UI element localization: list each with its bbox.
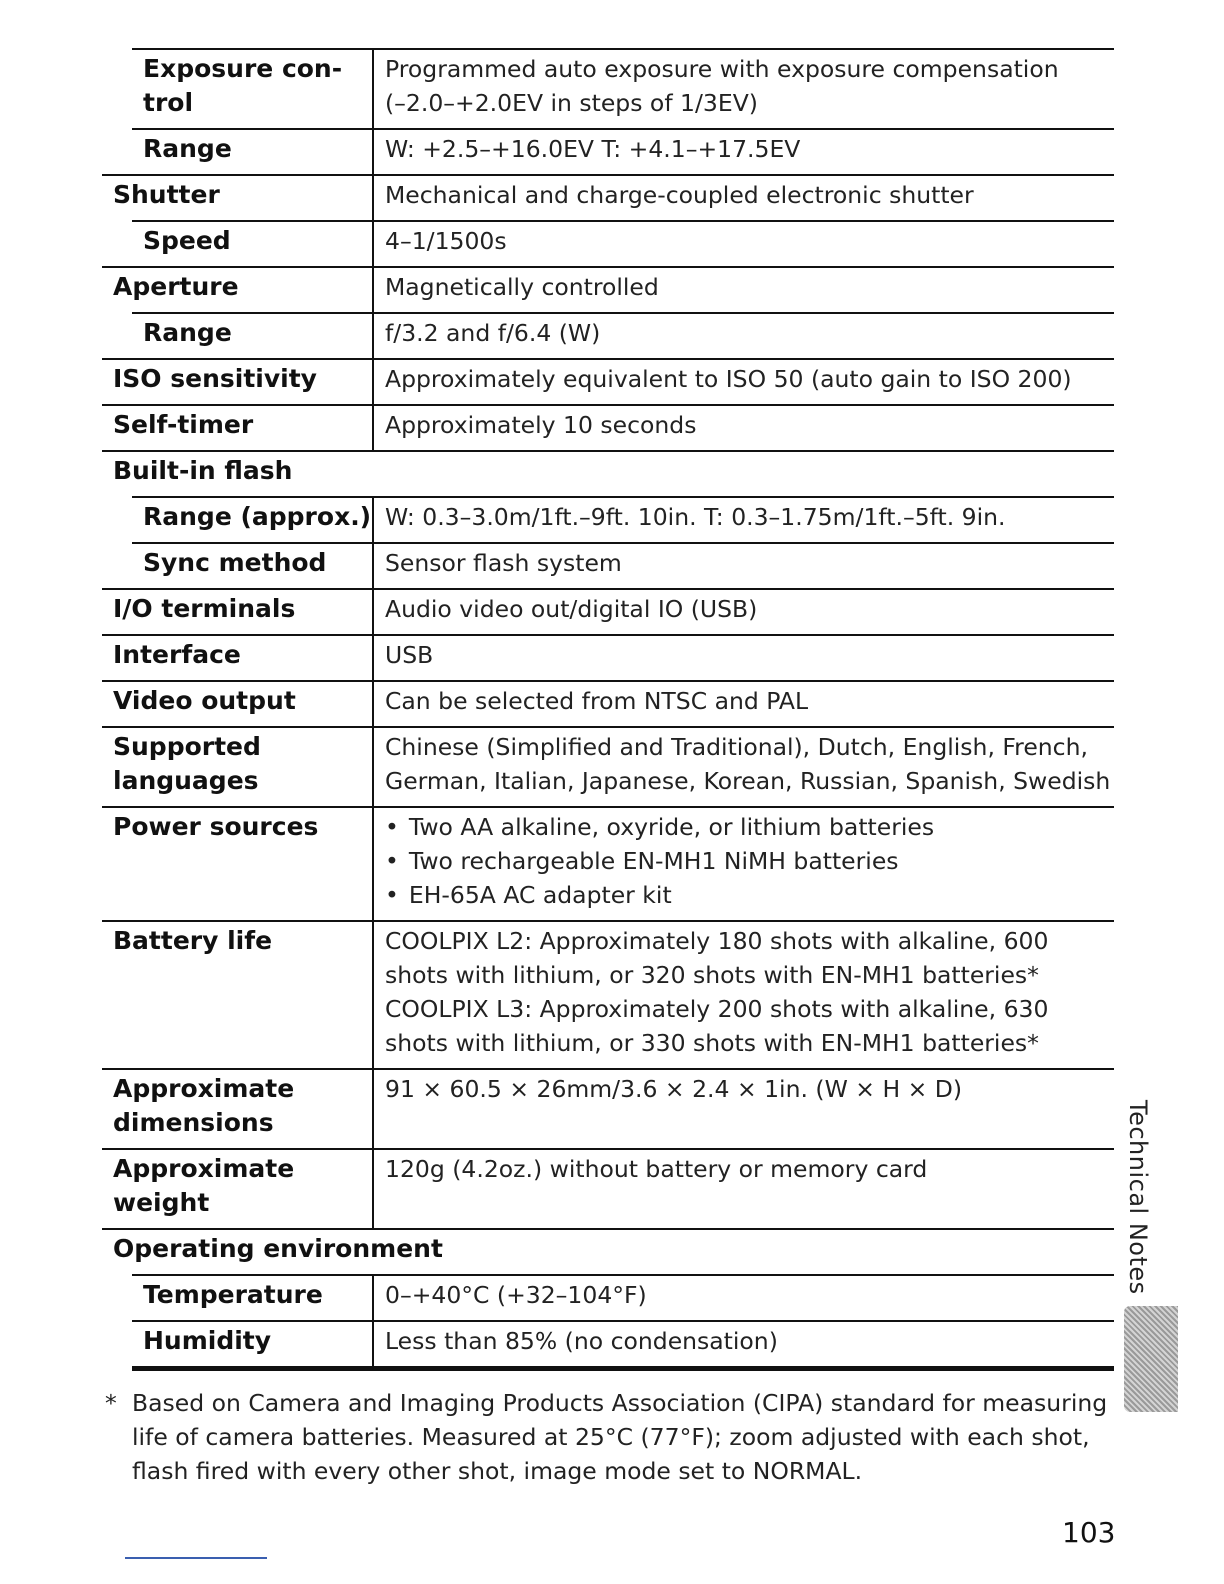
- spec-label: [132, 130, 374, 174]
- spec-value-line: shots with lithium, or 330 shots with EN-MH1 batteries*: [385, 1029, 1039, 1057]
- spec-value-line: COOLPIX L3: Approximately 200 shots with alkaline, 630: [385, 995, 1049, 1023]
- spec-label-line: Operating environment: [113, 1234, 443, 1263]
- spec-row: [102, 358, 1114, 404]
- spec-row: [132, 1274, 1114, 1320]
- spec-label-line: Battery life: [113, 926, 273, 955]
- spec-label: [132, 314, 374, 358]
- spec-label-line: Built-in flash: [113, 456, 293, 485]
- spec-row: [102, 806, 1114, 920]
- spec-value-line: 91 × 60.5 × 26mm/3.6 × 2.4 × 1in. (W × H × D): [385, 1075, 963, 1103]
- footnote: [100, 1386, 1110, 1488]
- spec-label: [102, 268, 374, 312]
- spec-label-line: trol: [143, 88, 194, 117]
- spec-label-line: weight: [113, 1188, 210, 1217]
- spec-value: [374, 314, 1114, 358]
- spec-row: [132, 220, 1114, 266]
- spec-value-line: shots with lithium, or 320 shots with EN-MH1 batteries*: [385, 961, 1039, 989]
- spec-value-line: Chinese (Simplified and Traditional), Dutch, English, French,: [385, 733, 1088, 761]
- spec-value-line: Magnetically controlled: [385, 273, 659, 301]
- spec-value-line: Less than 85% (no condensation): [385, 1327, 778, 1355]
- spec-row: [132, 496, 1114, 542]
- spec-label-line: Approximate: [113, 1154, 295, 1183]
- spec-label: [102, 1150, 374, 1228]
- spec-value: [374, 590, 1114, 634]
- spec-value-line: f/3.2 and f/6.4 (W): [385, 319, 601, 347]
- spec-value: [374, 808, 1114, 920]
- spec-label: [102, 1070, 374, 1148]
- spec-row: [132, 312, 1114, 358]
- spec-row: [102, 1228, 1114, 1274]
- spec-label: [102, 728, 374, 806]
- section-tab-label: Technical Notes: [1124, 1100, 1152, 1295]
- spec-value: [374, 176, 1114, 220]
- spec-label: [102, 360, 374, 404]
- spec-row: [132, 128, 1114, 174]
- spec-value-line: Audio video out/digital IO (USB): [385, 595, 758, 623]
- spec-value-line: Sensor flash system: [385, 549, 622, 577]
- spec-row: [102, 1068, 1114, 1148]
- margin-rule: [125, 1557, 267, 1559]
- spec-value: [374, 1150, 1114, 1228]
- spec-value-line: German, Italian, Japanese, Korean, Russian, Spanish, Swedish: [385, 767, 1111, 795]
- spec-row: [132, 542, 1114, 588]
- spec-value: [374, 130, 1114, 174]
- spec-row: [102, 404, 1114, 450]
- spec-row: [102, 1148, 1114, 1228]
- spec-label: [102, 590, 374, 634]
- spec-value: [374, 544, 1114, 588]
- spec-label-line: Range: [143, 134, 232, 163]
- spec-value-line: Approximately equivalent to ISO 50 (auto gain to ISO 200): [385, 365, 1072, 393]
- spec-value: [374, 1070, 1114, 1148]
- spec-label-line: Speed: [143, 226, 231, 255]
- spec-label-line: I/O terminals: [113, 594, 296, 623]
- spec-label: [132, 222, 374, 266]
- spec-row: [132, 48, 1114, 128]
- spec-value: [374, 728, 1118, 806]
- spec-value: [374, 360, 1114, 404]
- spec-value-line: Programmed auto exposure with exposure compensation: [385, 55, 1059, 83]
- spec-label-line: dimensions: [113, 1108, 274, 1137]
- spec-label-line: Temperature: [143, 1280, 323, 1309]
- spec-value: [374, 268, 1114, 312]
- spec-row: [102, 634, 1114, 680]
- spec-row: [102, 266, 1114, 312]
- spec-label: [132, 1322, 374, 1366]
- spec-label: [102, 1230, 1114, 1274]
- spec-label-line: Exposure con-: [143, 54, 343, 83]
- spec-label-line: Shutter: [113, 180, 220, 209]
- spec-value-line: Mechanical and charge-coupled electronic shutter: [385, 181, 974, 209]
- spec-label: [132, 498, 374, 542]
- spec-row: [132, 1320, 1114, 1371]
- spec-value: [374, 1276, 1114, 1320]
- spec-value: [374, 498, 1114, 542]
- spec-label: [102, 922, 374, 1068]
- spec-value-line: W: +2.5–+16.0EV T: +4.1–+17.5EV: [385, 135, 801, 163]
- spec-value: [374, 922, 1114, 1068]
- spec-label: [102, 808, 374, 920]
- spec-value-line: W: 0.3–3.0m/1ft.–9ft. 10in. T: 0.3–1.75m/1ft.–5ft. 9in.: [385, 503, 1006, 531]
- spec-label: [132, 50, 374, 128]
- spec-value-line: USB: [385, 641, 434, 669]
- spec-value-line: COOLPIX L2: Approximately 180 shots with alkaline, 600: [385, 927, 1049, 955]
- spec-label: [102, 452, 1114, 496]
- spec-label-line: Aperture: [113, 272, 239, 301]
- spec-row: [102, 450, 1114, 496]
- spec-label-line: Approximate: [113, 1074, 295, 1103]
- spec-value-line: • EH-65A AC adapter kit: [385, 878, 1106, 912]
- spec-row: [102, 588, 1114, 634]
- spec-label-line: languages: [113, 766, 259, 795]
- spec-value-line: 0–+40°C (+32–104°F): [385, 1281, 647, 1309]
- spec-row: [102, 680, 1114, 726]
- spec-label-line: Power sources: [113, 812, 319, 841]
- spec-value: [374, 222, 1114, 266]
- spec-value-line: 4–1/1500s: [385, 227, 507, 255]
- spec-label-line: Humidity: [143, 1326, 272, 1355]
- spec-value-line: • Two AA alkaline, oxyride, or lithium batteries: [385, 810, 1106, 844]
- spec-label: [132, 544, 374, 588]
- spec-value: [374, 50, 1114, 128]
- spec-value-line: • Two rechargeable EN-MH1 NiMH batteries: [385, 844, 1106, 878]
- spec-label: [132, 1276, 374, 1320]
- page-number: 103: [1062, 1516, 1116, 1549]
- spec-row: [102, 726, 1114, 806]
- spec-value-line: (–2.0–+2.0EV in steps of 1/3EV): [385, 89, 758, 117]
- spec-row: [102, 920, 1114, 1068]
- spec-value-line: 120g (4.2oz.) without battery or memory card: [385, 1155, 928, 1183]
- spec-label: [102, 176, 374, 220]
- spec-row: [102, 174, 1114, 220]
- spec-label-line: Video output: [113, 686, 296, 715]
- footnote-line: life of camera batteries. Measured at 25°C (77°F); zoom adjusted with each shot,: [132, 1423, 1090, 1451]
- spec-value-line: Can be selected from NTSC and PAL: [385, 687, 809, 715]
- section-tab-marker: [1124, 1306, 1178, 1412]
- spec-table: [102, 48, 1114, 1371]
- spec-value: [374, 636, 1114, 680]
- spec-label-line: Self-timer: [113, 410, 254, 439]
- spec-label-line: Supported: [113, 732, 261, 761]
- footnote-mark: *: [105, 1389, 117, 1417]
- spec-value: [374, 1322, 1114, 1366]
- spec-value-line: Approximately 10 seconds: [385, 411, 697, 439]
- spec-value: [374, 406, 1114, 450]
- spec-label-line: Range (approx.): [143, 502, 372, 531]
- footnote-line: Based on Camera and Imaging Products Association (CIPA) standard for measuring: [132, 1389, 1108, 1417]
- spec-label-line: Sync method: [143, 548, 327, 577]
- spec-label: [102, 636, 374, 680]
- footnote-line: flash fired with every other shot, image mode set to NORMAL.: [132, 1457, 863, 1485]
- spec-value: [374, 682, 1114, 726]
- spec-label: [102, 682, 374, 726]
- spec-label-line: Interface: [113, 640, 241, 669]
- spec-label-line: Range: [143, 318, 232, 347]
- spec-label: [102, 406, 374, 450]
- spec-label-line: ISO sensitivity: [113, 364, 317, 393]
